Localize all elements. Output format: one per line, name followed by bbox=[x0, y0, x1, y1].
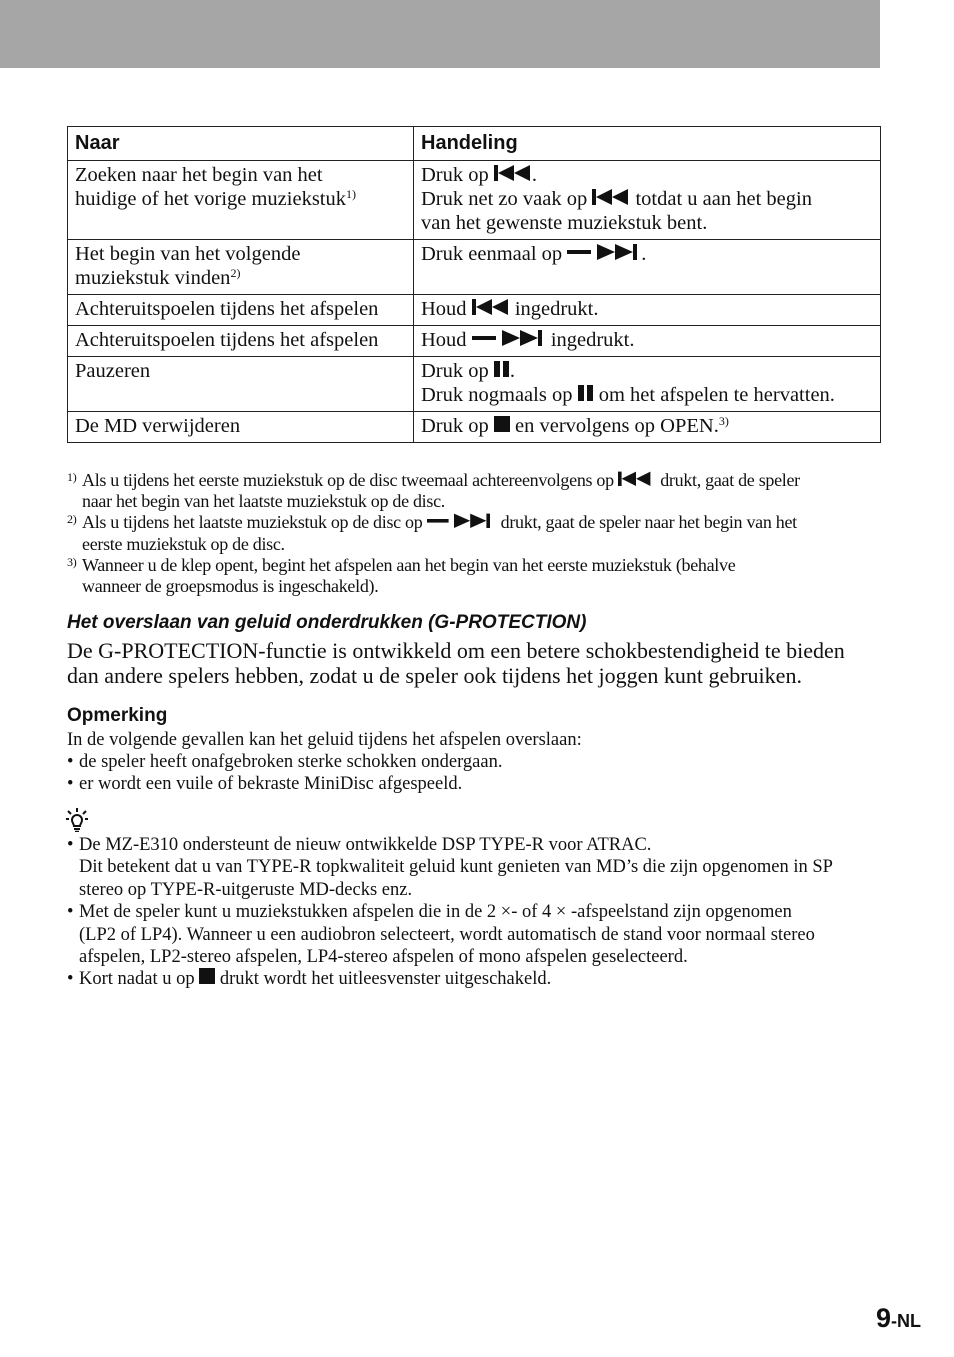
column-header-naar: Naar bbox=[68, 127, 414, 161]
operations-table bbox=[67, 126, 881, 443]
paragraph-line: dan andere spelers hebben, zodat u de speler ook tijdens het joggen kunt gebruiken. bbox=[67, 663, 802, 688]
table-header-row bbox=[68, 127, 881, 161]
footnote-text: drukt, gaat de speler bbox=[660, 470, 800, 490]
table-cell-handeling bbox=[414, 240, 881, 295]
cell-text: huidige of het vorige muziekstuk bbox=[75, 188, 346, 210]
list-item-text: (LP2 of LP4). Wanneer u een audiobron selecteert, wordt automatisch de stand voor normaal stereo bbox=[79, 924, 815, 945]
cell-text: ingedrukt. bbox=[550, 329, 635, 351]
footnote bbox=[67, 470, 887, 512]
list-item-text: stereo op TYPE-R-uitgeruste MD-decks enz. bbox=[79, 879, 413, 900]
tips-list bbox=[67, 834, 887, 991]
cell-text: Druk op bbox=[421, 415, 489, 437]
stop-icon bbox=[494, 416, 510, 432]
list-item-text: de speler heeft onafgebroken sterke schokken ondergaan. bbox=[79, 752, 503, 772]
footnote-mark: 3) bbox=[67, 554, 77, 569]
cell-text: Houd bbox=[421, 329, 467, 351]
list-item: • er wordt een vuile of bekraste MiniDisc afgespeeld. bbox=[67, 774, 463, 794]
footnotes bbox=[67, 470, 887, 597]
table-cell-naar: Achteruitspoelen tijdens het afspelen bbox=[68, 295, 414, 326]
list-item-text: afspelen, LP2-stereo afspelen, LP4-stereo afspelen of mono afspelen geselecteerd. bbox=[79, 947, 688, 968]
section-heading: Het overslaan van geluid onderdrukken (G-PROTECTION) bbox=[67, 612, 587, 633]
previous-track-icon bbox=[592, 189, 630, 205]
list-item-text: Met de speler kunt u muziekstukken afspelen die in de 2 ×- of 4 × -afspeelstand zijn opgenomen bbox=[79, 902, 792, 923]
table-cell-handeling bbox=[414, 412, 881, 443]
cell-text: . bbox=[641, 243, 647, 265]
page-number bbox=[876, 1303, 921, 1334]
cell-text: ingedrukt. bbox=[514, 298, 599, 320]
table-cell-naar: De MD verwijderen bbox=[68, 412, 414, 443]
cell-text: muziekstuk vinden bbox=[75, 267, 231, 289]
previous-track-icon bbox=[472, 299, 510, 315]
play-next-icon bbox=[567, 244, 641, 260]
table-cell-handeling bbox=[414, 295, 881, 326]
cell-text: . bbox=[531, 164, 538, 186]
footnote-text: wanneer de groepsmodus is ingeschakeld). bbox=[82, 576, 379, 597]
footnote-mark: 1) bbox=[67, 470, 77, 484]
table-cell-naar: Pauzeren bbox=[68, 357, 414, 412]
cell-text: en vervolgens op OPEN. bbox=[515, 415, 719, 437]
table-cell-naar bbox=[68, 161, 414, 240]
cell-text: Druk op bbox=[421, 164, 489, 186]
stop-icon bbox=[199, 968, 215, 984]
footnote-ref: 1) bbox=[346, 187, 356, 201]
cell-text: van het gewenste muziekstuk bent. bbox=[421, 212, 708, 234]
footnote bbox=[67, 512, 887, 554]
note-heading: Opmerking bbox=[67, 705, 168, 726]
list-item-text: Kort nadat u op bbox=[79, 969, 195, 990]
footnote-text: naar het begin van het laatste muziekstuk op de disc. bbox=[82, 491, 445, 512]
column-header-handeling: Handeling bbox=[414, 127, 881, 161]
cell-text: Druk nogmaals op bbox=[421, 384, 573, 406]
footnote bbox=[67, 555, 887, 597]
list-item: • de speler heeft onafgebroken sterke schokken ondergaan. bbox=[67, 752, 503, 772]
table-row bbox=[68, 412, 881, 443]
table-row bbox=[68, 295, 881, 326]
footnote-mark: 2) bbox=[67, 512, 77, 527]
cell-text: Het begin van het volgende bbox=[75, 243, 301, 265]
page-number-value: 9 bbox=[876, 1303, 892, 1333]
list-item-text: er wordt een vuile of bekraste MiniDisc afgespeeld. bbox=[79, 774, 463, 794]
list-item-text: drukt wordt het uitleesvenster uitgeschakeld. bbox=[219, 969, 552, 990]
footnote-text: Als u tijdens het eerste muziekstuk op de disc tweemaal achtereenvolgens op bbox=[82, 470, 614, 490]
cell-text: Druk eenmaal op bbox=[421, 243, 563, 265]
play-next-icon bbox=[472, 330, 546, 346]
cell-text: Druk net zo vaak op bbox=[421, 188, 588, 210]
list-item-text: Dit betekent dat u van TYPE-R topkwaliteit geluid kunt genieten van MD’s die zijn opgenomen in SP bbox=[79, 857, 833, 878]
list-item: • De MZ-E310 ondersteunt de nieuw ontwikkelde DSP TYPE-R voor ATRAC. Dit betekent dat u van TYPE-R topkwaliteit geluid kunt genieten van MD’s die zijn opgenomen in SP stereo op TYPE-R-uitgeruste MD-decks enz. bbox=[67, 835, 833, 900]
table-cell-handeling bbox=[414, 357, 881, 412]
note-intro: In de volgende gevallen kan het geluid tijdens het afspelen overslaan: bbox=[67, 730, 582, 750]
section-paragraph bbox=[67, 638, 887, 688]
cell-text: totdat u aan het begin bbox=[635, 188, 812, 210]
note-body bbox=[67, 729, 887, 795]
table-cell-handeling bbox=[414, 161, 881, 240]
pause-icon bbox=[578, 385, 594, 401]
cell-text: Zoeken naar het begin van het bbox=[75, 164, 323, 186]
footnote-text: drukt, gaat de speler naar het begin van het bbox=[500, 512, 797, 533]
cell-text: Houd bbox=[421, 298, 467, 320]
list-item-text: De MZ-E310 ondersteunt de nieuw ontwikkelde DSP TYPE-R voor ATRAC. bbox=[79, 835, 652, 855]
lightbulb-icon bbox=[66, 808, 88, 832]
table-cell-naar bbox=[68, 240, 414, 295]
footnote-text: Als u tijdens het laatste muziekstuk op de disc op bbox=[82, 512, 423, 533]
cell-text: . bbox=[509, 360, 516, 382]
previous-track-icon bbox=[494, 165, 532, 181]
previous-track-icon bbox=[618, 472, 652, 486]
pause-icon bbox=[494, 361, 510, 377]
footnote-text: Wanneer u de klep opent, begint het afspelen aan het begin van het eerste muziekstuk (behalve bbox=[82, 554, 736, 575]
footnote-ref: 3) bbox=[718, 414, 729, 428]
list-item: • Kort nadat u op drukt wordt het uitleesvenster uitgeschakeld. bbox=[67, 969, 552, 990]
play-next-icon bbox=[427, 514, 494, 528]
header-bar bbox=[0, 0, 880, 68]
table-cell-handeling bbox=[414, 326, 881, 357]
table-row bbox=[68, 240, 881, 295]
page-language-suffix: -NL bbox=[891, 1311, 922, 1331]
table-row bbox=[68, 326, 881, 357]
footnote-text: eerste muziekstuk op de disc. bbox=[82, 533, 285, 554]
table-row bbox=[68, 161, 881, 240]
table-row bbox=[68, 357, 881, 412]
paragraph-line: De G-PROTECTION-functie is ontwikkeld om een betere schokbestendigheid te bieden bbox=[67, 638, 845, 663]
cell-text: Druk op bbox=[421, 360, 489, 382]
table-cell-naar: Achteruitspoelen tijdens het afspelen bbox=[68, 326, 414, 357]
cell-text: om het afspelen te hervatten. bbox=[598, 384, 835, 406]
list-item: • Met de speler kunt u muziekstukken afspelen die in de 2 ×- of 4 × -afspeelstand zijn opgenomen (LP2 of LP4). Wanneer u een audiobron selecteert, wordt automatisch de stand voor normaal stereo afspelen, LP2-stereo afspelen, LP4-stereo afspelen of mono afspelen geselecteerd. bbox=[67, 902, 815, 968]
footnote-ref: 2) bbox=[230, 266, 241, 280]
